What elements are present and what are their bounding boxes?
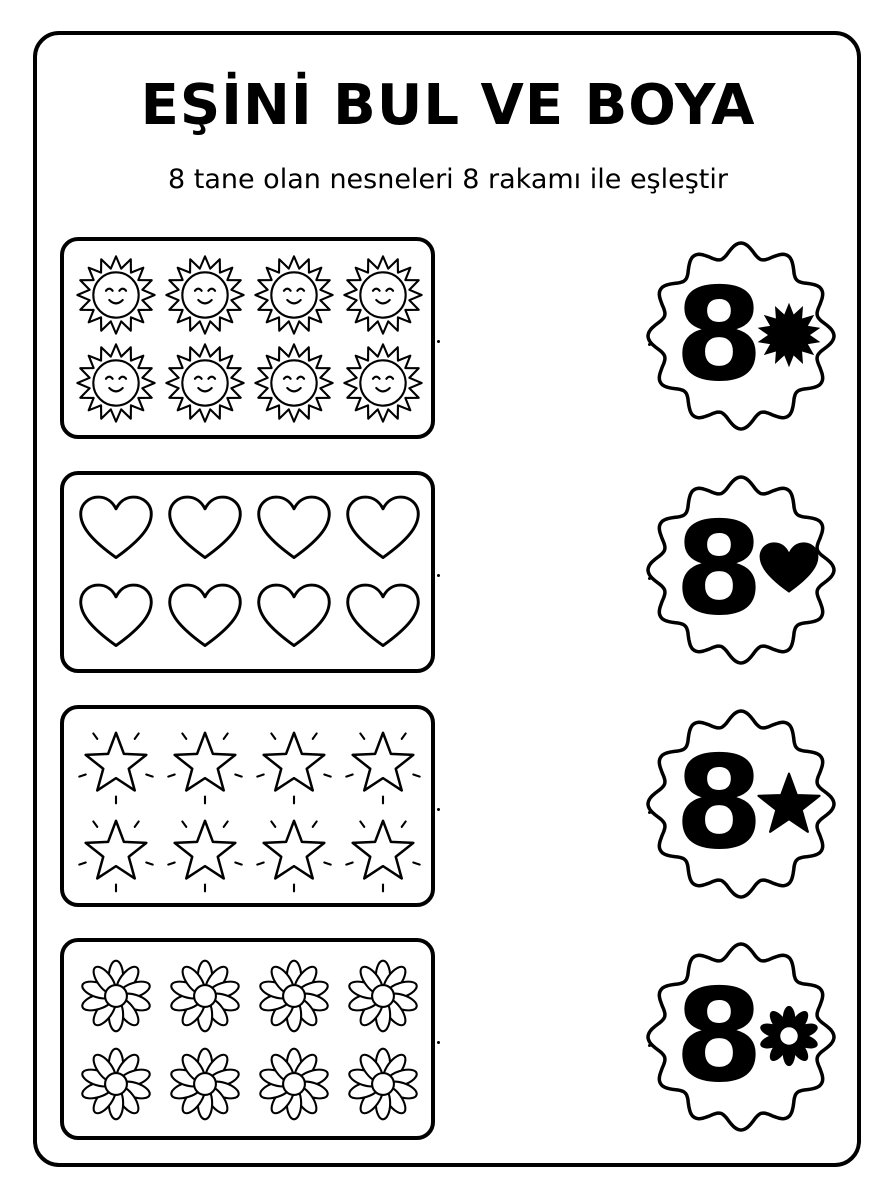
worksheet-instructions: 8 tane olan nesneleri 8 rakamı ile eşleştir [167, 164, 728, 195]
match-dot [437, 340, 440, 343]
match-dot [648, 343, 651, 346]
flower-icon [252, 954, 336, 1038]
number-badge[interactable] [641, 704, 841, 904]
flower-icon [74, 954, 158, 1038]
object-group-star[interactable] [60, 705, 435, 907]
object-group-sun[interactable] [60, 237, 435, 439]
match-dot [648, 577, 651, 580]
badge-digit: 8 [674, 261, 764, 410]
match-dot [437, 574, 440, 577]
star-icon [163, 809, 247, 893]
flower-icon [341, 1042, 425, 1126]
worksheet-title: EŞİNİ BUL VE BOYA [140, 73, 756, 138]
flower-icon [341, 954, 425, 1038]
sun-icon [163, 341, 247, 425]
star-icon [341, 721, 425, 805]
sunburst-icon [754, 300, 824, 370]
match-dot [648, 1044, 651, 1047]
flower-icon [252, 1042, 336, 1126]
star-icon [252, 721, 336, 805]
sun-icon [74, 253, 158, 337]
number-badge[interactable] [641, 937, 841, 1137]
star-icon [163, 721, 247, 805]
heart-icon [163, 575, 247, 659]
star-icon [74, 809, 158, 893]
flower-icon [163, 1042, 247, 1126]
star-icon [252, 809, 336, 893]
number-badge[interactable] [641, 236, 841, 436]
heart-icon [252, 575, 336, 659]
flower-icon [74, 1042, 158, 1126]
heart-icon [341, 487, 425, 571]
sun-icon [341, 253, 425, 337]
badge-digit: 8 [674, 962, 764, 1111]
heart-icon [74, 487, 158, 571]
sun-icon [252, 253, 336, 337]
badge-digit: 8 [674, 495, 764, 644]
object-group-flower[interactable] [60, 938, 435, 1140]
sun-icon [74, 341, 158, 425]
flower-icon [754, 1001, 824, 1071]
heart-icon [74, 575, 158, 659]
number-badge[interactable] [641, 470, 841, 670]
heart-icon [163, 487, 247, 571]
sun-icon [341, 341, 425, 425]
badge-digit: 8 [674, 729, 764, 878]
match-dot [648, 811, 651, 814]
sun-icon [163, 253, 247, 337]
star-icon [74, 721, 158, 805]
star-icon [754, 768, 824, 838]
star-icon [341, 809, 425, 893]
match-dot [437, 808, 440, 811]
heart-icon [754, 534, 824, 604]
heart-icon [252, 487, 336, 571]
heart-icon [341, 575, 425, 659]
object-group-heart[interactable] [60, 471, 435, 673]
sun-icon [252, 341, 336, 425]
match-dot [437, 1041, 440, 1044]
flower-icon [163, 954, 247, 1038]
